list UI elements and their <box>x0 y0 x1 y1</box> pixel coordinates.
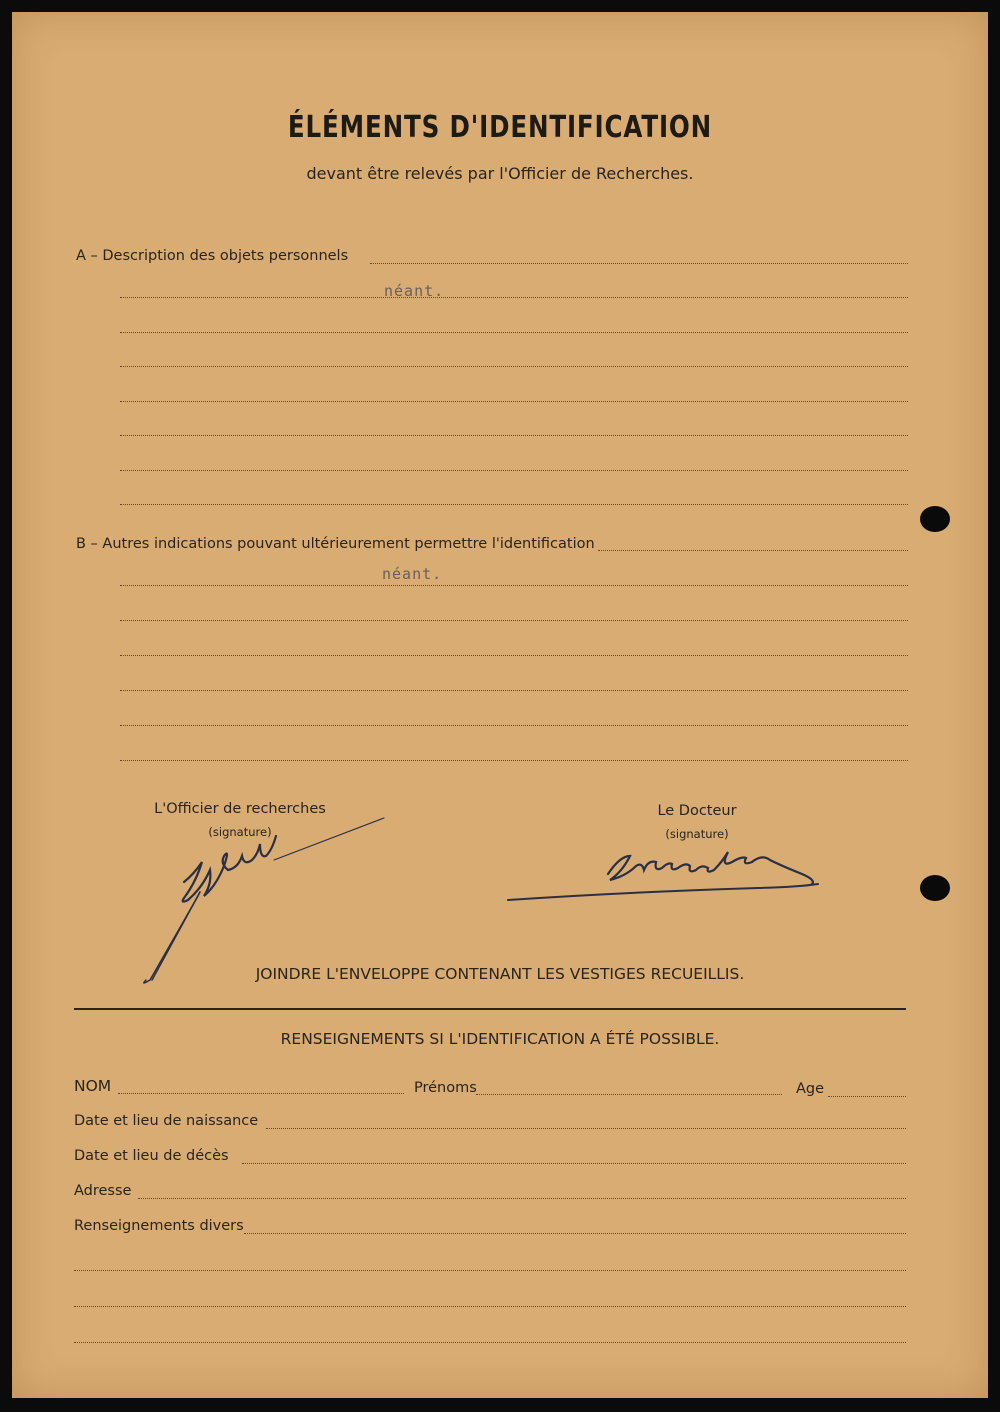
form-sheet <box>12 12 988 1398</box>
section-b-label: B – Autres indications pouvant ultérieurement permettre l'identification <box>76 536 595 552</box>
divers-label: Renseignements divers <box>74 1218 244 1234</box>
section-b-value: néant. <box>382 565 443 583</box>
age-field <box>828 1096 906 1097</box>
section-a-value: néant. <box>384 282 445 300</box>
naissance-field <box>266 1128 906 1129</box>
page-title: ÉLÉMENTS D'IDENTIFICATION <box>287 110 713 145</box>
dotted-line <box>74 1306 906 1307</box>
info-section-title: RENSEIGNEMENTS SI L'IDENTIFICATION A ÉTÉ POSSIBLE. <box>280 1030 720 1048</box>
officer-signature <box>144 818 384 983</box>
doctor-label: Le Docteur <box>657 803 737 819</box>
officer-signature-note: (signature) <box>208 825 272 839</box>
punch-hole <box>920 506 950 532</box>
dotted-line <box>74 1342 906 1343</box>
deces-field <box>242 1163 906 1164</box>
deces-label: Date et lieu de décès <box>74 1148 229 1164</box>
dotted-line <box>74 1270 906 1271</box>
nom-label: NOM <box>74 1077 112 1095</box>
adresse-field <box>138 1198 906 1199</box>
punch-hole <box>920 875 950 901</box>
page-subtitle: devant être relevés par l'Officier de Recherches. <box>306 164 694 183</box>
naissance-label: Date et lieu de naissance <box>74 1113 259 1129</box>
doctor-signature <box>508 852 818 900</box>
prenoms-label: Prénoms <box>414 1080 477 1096</box>
envelope-instruction: JOINDRE L'ENVELOPPE CONTENANT LES VESTIGES RECUEILLIS. <box>255 965 745 983</box>
prenoms-field <box>476 1094 782 1095</box>
section-divider <box>74 1008 906 1010</box>
doctor-signature-note: (signature) <box>665 827 729 841</box>
age-label: Age <box>796 1081 825 1097</box>
adresse-label: Adresse <box>74 1183 132 1199</box>
nom-field <box>118 1093 404 1094</box>
divers-field <box>244 1233 906 1234</box>
officer-label: L'Officier de recherches <box>154 801 326 817</box>
section-a-label: A – Description des objets personnels <box>76 248 349 264</box>
handwritten-signatures <box>12 12 988 1012</box>
